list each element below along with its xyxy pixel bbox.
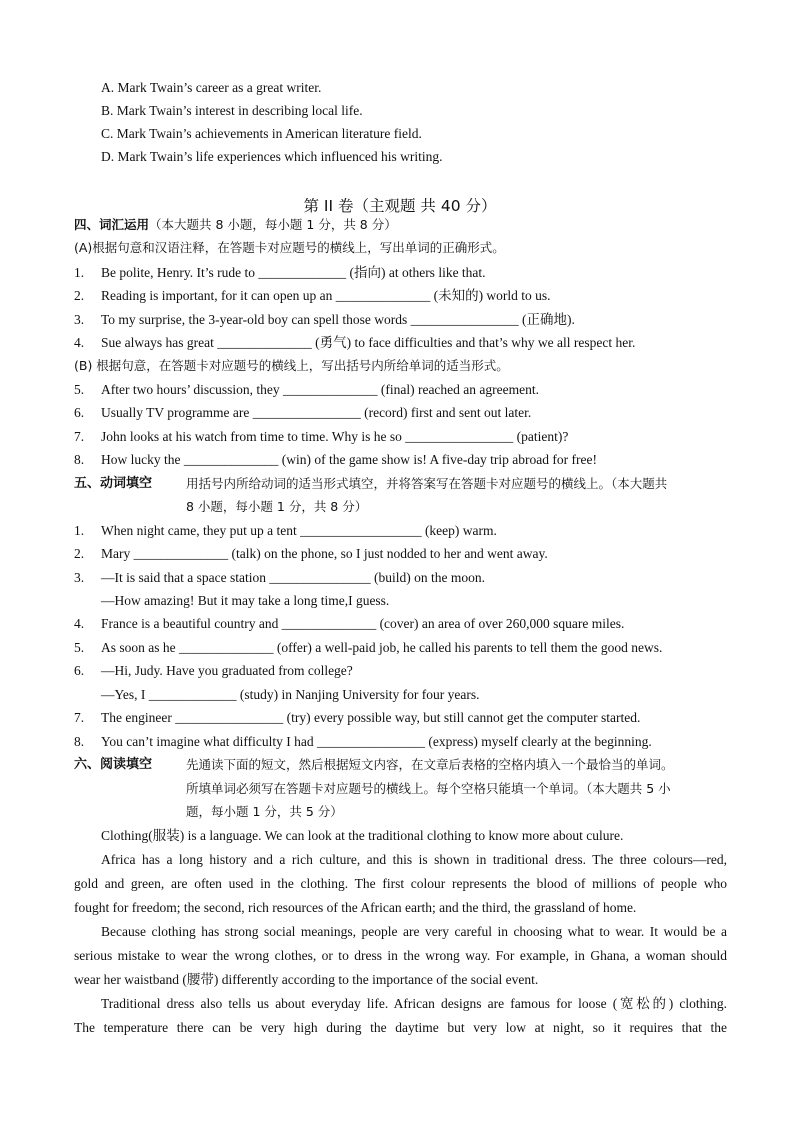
item-text: —Yes, I _____________ (study) in Nanjing University for four years. — [101, 687, 480, 702]
item-number: 7. — [74, 710, 85, 725]
option-c: C. Mark Twain’s achievements in American literature field. — [101, 126, 422, 141]
vocab-instruction-b: (B) 根据句意，在答题卡对应题号的横线上，写出括号内所给单词的适当形式。 — [74, 358, 509, 373]
item-number: 6. — [74, 405, 85, 420]
item-number: 2. — [74, 546, 85, 561]
item-text: Be polite, Henry. It’s rude to _____________ (指向) at others like that. — [101, 265, 486, 280]
vocab-heading-line — [74, 216, 397, 234]
option-b: B. Mark Twain’s interest in describing local life. — [101, 103, 363, 118]
part-title: 第 II 卷（主观题 共 40 分） — [303, 197, 497, 215]
reading-instruction-line2: 所填单词必须写在答题卡对应题号的横线上。每个空格只能填一个单词。（本大题共 5 小 — [186, 781, 671, 796]
passage-paragraph-3-line3: wear her waistband (腰带) differently according to the importance of the social event. — [74, 972, 539, 987]
reading-instruction-line1: 先通读下面的短文，然后根据短文内容，在文章后表格的空格内填入一个最恰当的单词。 — [186, 757, 674, 772]
item-number: 4. — [74, 616, 85, 631]
verbs-instruction-line1: 用括号内所给动词的适当形式填空，并将答案写在答题卡对应题号的横线上。（本大题共 — [186, 476, 668, 491]
passage-paragraph-3-line1: Because clothing has strong social meanings, people are very careful in choosing what to wear. It would be a — [101, 924, 727, 939]
passage-paragraph-2-line3: fought for freedom; the second, rich resources of the African earth; and the third, the grassland of home. — [74, 900, 637, 915]
item-text: Reading is important, for it can open up an ______________ (未知的) world to us. — [101, 288, 551, 303]
item-text: Mary ______________ (talk) on the phone, so I just nodded to her and went away. — [101, 546, 548, 561]
item-number: 5. — [74, 382, 85, 397]
item-number: 4. — [74, 335, 85, 350]
item-text: Sue always has great ______________ (勇气) to face difficulties and that’s why we all respect her. — [101, 335, 636, 350]
item-text: —It is said that a space station _______________ (build) on the moon. — [101, 570, 485, 585]
item-number: 8. — [74, 734, 85, 749]
item-text: John looks at his watch from time to time. Why is he so ________________ (patient)? — [101, 429, 569, 444]
verbs-heading: 五、动词填空 — [74, 476, 153, 491]
item-text: As soon as he ______________ (offer) a well-paid job, he called his parents to tell them the good news. — [101, 640, 663, 655]
item-number: 6. — [74, 663, 85, 678]
item-text: After two hours’ discussion, they ______________ (final) reached an agreement. — [101, 382, 539, 397]
item-number: 5. — [74, 640, 85, 655]
passage-paragraph-3-line2: serious mistake to wear the wrong clothes, or to dress in the wrong way. For example, in Ghana, a woman should — [74, 948, 727, 963]
item-number: 8. — [74, 452, 85, 467]
passage-paragraph-2-line1: Africa has a long history and a rich culture, and this is shown in traditional dress. The three colours—red, — [101, 852, 727, 867]
option-a: A. Mark Twain’s career as a great writer. — [101, 80, 322, 95]
item-number: 7. — [74, 429, 85, 444]
reading-instruction-line3: 题，每小题 1 分，共 5 分） — [186, 804, 343, 819]
passage-paragraph-4-line2: The temperature there can be very high during the daytime but very low at night, so it requires that the — [74, 1020, 727, 1035]
item-number: 1. — [74, 265, 85, 280]
vocab-instruction-a: (A)根据句意和汉语注释，在答题卡对应题号的横线上，写出单词的正确形式。 — [74, 240, 505, 255]
verbs-instruction-line2: 8 小题，每小题 1 分，共 8 分） — [186, 499, 368, 514]
reading-heading: 六、阅读填空 — [74, 757, 153, 772]
vocab-heading: 四、词汇运用 — [74, 217, 150, 232]
passage-paragraph-2-line2: gold and green, are often used in the clothing. The first colour represents the blood of millions of people who — [74, 876, 727, 891]
item-text: You can’t imagine what difficulty I had ________________ (express) myself clearly at the beginning. — [101, 734, 652, 749]
vocab-heading-note: （本大题共 8 小题，每小题 1 分，共 8 分） — [149, 217, 397, 232]
item-text: —How amazing! But it may take a long time,I guess. — [101, 593, 390, 608]
item-number: 2. — [74, 288, 85, 303]
item-text: France is a beautiful country and ______________ (cover) an area of over 260,000 square miles. — [101, 616, 625, 631]
item-text: To my surprise, the 3-year-old boy can spell those words ________________ (正确地). — [101, 312, 575, 327]
option-d: D. Mark Twain’s life experiences which influenced his writing. — [101, 149, 443, 164]
item-number: 1. — [74, 523, 85, 538]
item-text: The engineer ________________ (try) every possible way, but still cannot get the computer started. — [101, 710, 641, 725]
item-number: 3. — [74, 312, 85, 327]
item-text: How lucky the ______________ (win) of the game show is! A five-day trip abroad for free! — [101, 452, 597, 467]
item-text: Usually TV programme are ________________ (record) first and sent out later. — [101, 405, 532, 420]
passage-paragraph-1: Clothing(服装) is a language. We can look at the traditional clothing to know more about culure. — [101, 828, 624, 843]
item-text: When night came, they put up a tent __________________ (keep) warm. — [101, 523, 497, 538]
item-text: —Hi, Judy. Have you graduated from college? — [101, 663, 353, 678]
passage-paragraph-4-line1: Traditional dress also tells us about everyday life. African designs are famous for loose (宽松的) clothing. — [101, 996, 727, 1011]
item-number: 3. — [74, 570, 85, 585]
